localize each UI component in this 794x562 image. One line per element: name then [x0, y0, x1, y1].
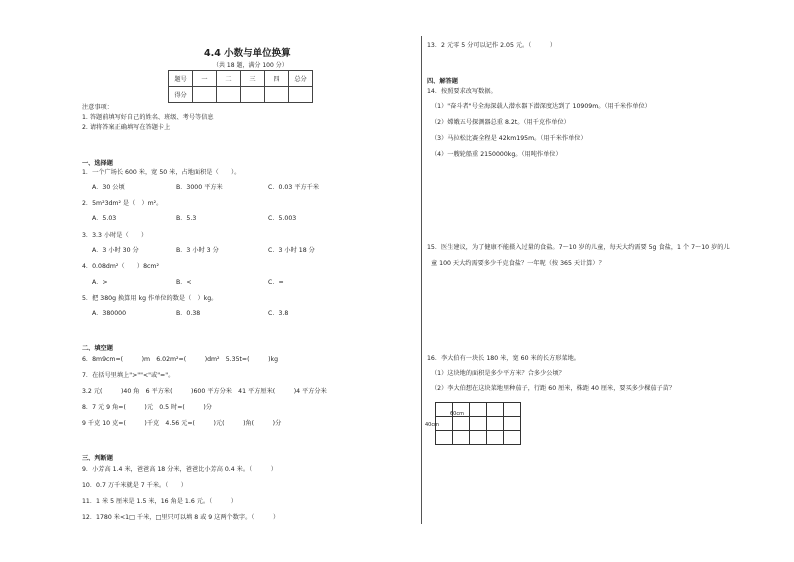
notice-heading: 注意事项：	[82, 104, 113, 111]
score-header-cell: 四	[265, 71, 289, 87]
question-14-item: （4）一艘轮船重 2150000kg。（用吨作单位）	[431, 151, 562, 158]
score-header-cell: 二	[217, 71, 241, 87]
question-14-item: （3）马拉松比赛全程是 42km195m。（用千米作单位）	[431, 135, 587, 142]
page-subtitle: （共 18 题，满分 100 分）	[213, 62, 288, 69]
question-2: 2．5m²3dm² 是（ ）m²。	[82, 200, 163, 207]
score-cell[interactable]	[265, 87, 289, 103]
option-a: A．380000	[92, 310, 127, 317]
option-c: C．3 小时 18 分	[268, 247, 315, 254]
option-b: B．5.3	[176, 215, 197, 222]
section-heading-fill: 二、填空题	[82, 345, 113, 352]
question-5: 5．把 380g 换算用 kg 作单位的数是（ ）kg。	[82, 295, 218, 302]
question-7-line: 3.2 元( )40 角 6 平方米( )600 平方分米 41 平方厘米( )4 平方分米	[82, 388, 327, 395]
question-8-line: 9 千克 10 克=( )千克 4.56 元=( )元( )角( )分	[82, 420, 282, 427]
section-heading-answer: 四、解答题	[427, 78, 458, 85]
option-b: B．3 小时 3 分	[176, 247, 219, 254]
question-16-item: （2）李大伯想在这块菜地里种茄子，行距 60 厘米，株距 40 厘米，要买多少棵茄子苗？	[431, 385, 676, 392]
option-c: C．=	[268, 279, 284, 286]
option-a: A．30 公顷	[92, 184, 125, 191]
score-table-score-row	[169, 87, 313, 103]
score-cell[interactable]	[289, 87, 313, 103]
question-9: 9．小芳高 1.4 米，爸爸高 18 分米，爸爸比小芳高 0.4 米。（ ）	[82, 466, 277, 473]
grid-line	[503, 403, 504, 444]
planting-grid-figure	[435, 402, 521, 445]
page-title: 4.4 小数与单位换算	[204, 48, 291, 59]
question-14: 14．按照要求改写数据。	[427, 88, 497, 95]
score-table-header-row	[169, 71, 313, 87]
question-16-item: （1）这块地的面积是多少平方米？合多少公顷？	[431, 370, 565, 377]
figure-label-left: 40cm	[425, 422, 439, 428]
column-divider	[421, 36, 422, 524]
score-header-cell: 总分	[289, 71, 313, 87]
option-a: A．3 小时 30 分	[92, 247, 139, 254]
option-b: B．3000 平方米	[176, 184, 223, 191]
question-14-item: （2）嫦娥五号探测器总重 8.2t。（用千克作单位）	[431, 119, 570, 126]
option-a: A．5.03	[92, 215, 117, 222]
question-15-line: 童 100 天大约需要多少千克食盐？一年呢（按 365 天计算）？	[431, 260, 605, 267]
figure-label-top: 60cm	[450, 411, 464, 417]
notice-item: 1. 答题前填写好自己的姓名、班级、考号等信息	[82, 114, 214, 121]
option-b: B．<	[176, 279, 192, 286]
section-heading-choice: 一、选择题	[82, 160, 113, 167]
notice-item: 2. 请将答案正确填写在答题卡上	[82, 124, 171, 131]
score-header-cell: 题号	[169, 71, 193, 87]
score-row-label: 得分	[169, 87, 193, 103]
section-heading-judge: 三、判断题	[82, 455, 113, 462]
question-10: 10．0.7 万千米就是 7 千米。（ ）	[82, 482, 187, 489]
question-8: 8．7 元 9 角=( )元 0.5 时=( )分	[82, 404, 212, 411]
score-header-cell: 三	[241, 71, 265, 87]
score-cell[interactable]	[241, 87, 265, 103]
score-header-cell: 一	[193, 71, 217, 87]
question-15: 15．医生建议，为了健康不能摄入过量的食盐。7～10 岁的儿童，每天大约需要 5g 食盐，1 个 7～10 岁的儿	[427, 244, 730, 251]
question-13: 13．2 元零 5 分可以记作 2.05 元。（ ）	[427, 42, 557, 49]
question-14-item: （1）"奋斗者"号全海深载人潜水器下潜深度达到了 10909m。（用千米作单位）	[431, 103, 651, 110]
option-a: A．>	[92, 279, 108, 286]
grid-line	[469, 403, 470, 444]
question-12: 12．1780 米<1□ 千米，□里只可以填 8 或 9 这两个数字。（ ）	[82, 514, 280, 521]
question-7: 7．在括号里填上">""<"或"="。	[82, 372, 175, 379]
grid-line	[436, 430, 520, 431]
question-16: 16．李大伯有一块长 180 米，宽 60 米的长方形菜地。	[427, 355, 580, 362]
option-c: C．5.003	[268, 215, 297, 222]
question-3: 3．3.3 小时是（ ）	[82, 232, 148, 239]
option-b: B．0.38	[176, 310, 201, 317]
score-table	[168, 70, 313, 103]
option-c: C．3.8	[268, 310, 289, 317]
question-1: 1．一个广场长 600 米，宽 50 米，占地面积是（ ）。	[82, 169, 241, 176]
grid-line	[436, 416, 520, 417]
grid-line	[486, 403, 487, 444]
score-cell[interactable]	[193, 87, 217, 103]
question-4: 4．0.08dm²（ ）8cm²	[82, 263, 159, 270]
option-c: C．0.03 平方千米	[268, 184, 320, 191]
score-cell[interactable]	[217, 87, 241, 103]
question-11: 11．1 米 5 厘米是 1.5 米，16 角是 1.6 元。（ ）	[82, 498, 237, 505]
question-6: 6．8m9cm=( )m 6.02m²=( )dm² 5.35t=( )kg	[82, 356, 279, 363]
